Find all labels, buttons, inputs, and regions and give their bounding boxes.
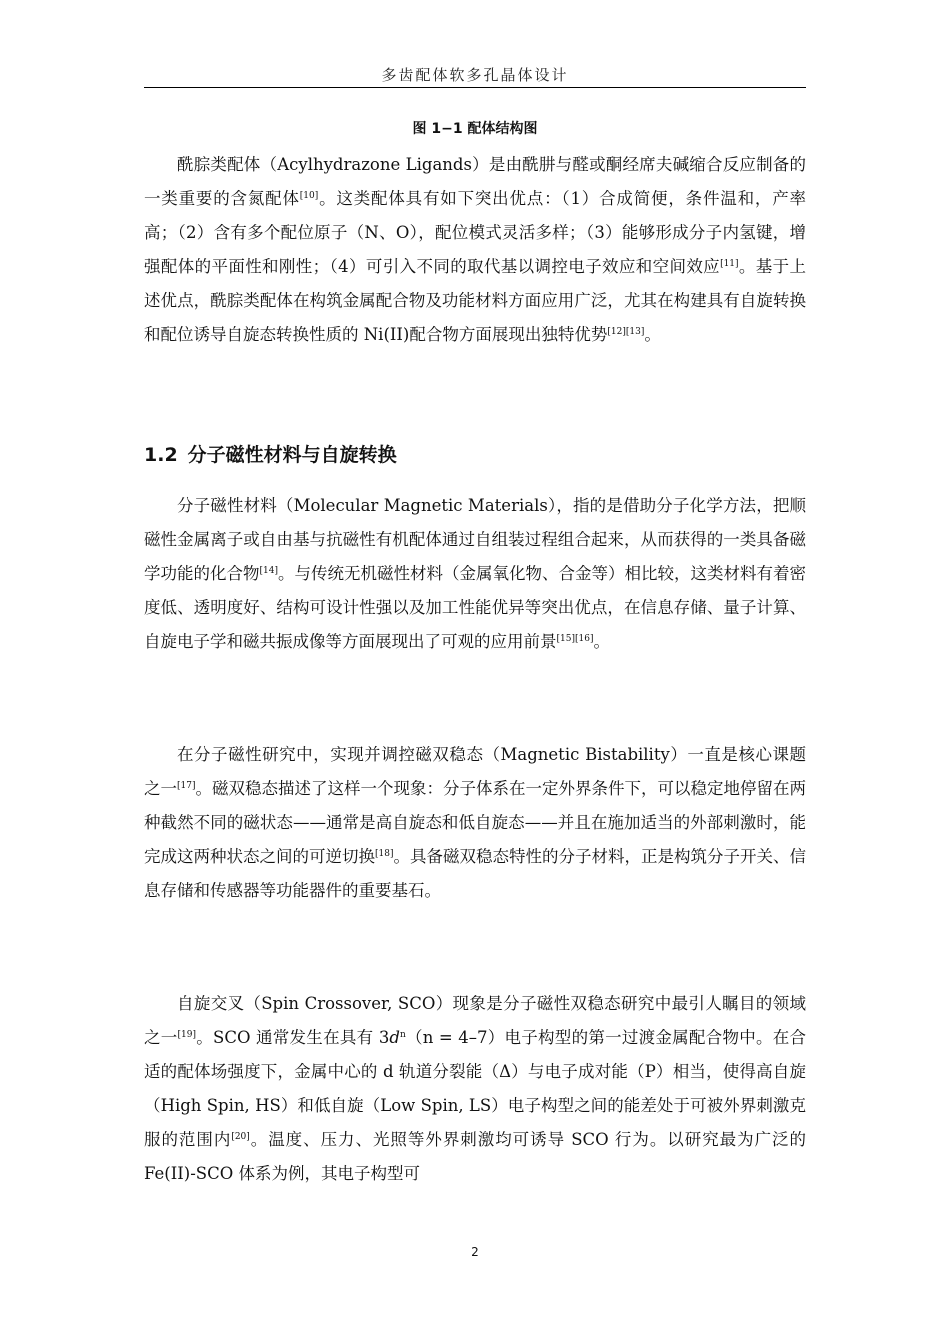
citation: [12][13] bbox=[607, 327, 645, 337]
text-run: 。温度、压力、光照等外界刺激均可诱导 SCO 行为。以研究最为广泛的 Fe(II)-SCO 体系为例，其电子构型可 bbox=[144, 1130, 807, 1183]
text-run: 。具备磁双稳态特性的分子材料，正是构筑分子开关、信息存储和传感器等功能器件的重要基石。 bbox=[144, 847, 807, 900]
paragraph-spin-crossover bbox=[144, 987, 806, 1191]
section-heading bbox=[144, 440, 806, 467]
section-number: 1.2 bbox=[144, 444, 178, 466]
citation: [18] bbox=[375, 849, 394, 859]
text-run: （n = 4–7）电子构型的第一过渡金属配合物中。在合适的配体场强度下，金属中心的 d 轨道分裂能（Δ）与电子成对能（P）相当，使得高自旋（High Spin, HS）和低自旋（Low Spin, LS）电子构型之间的能差处于可被外界刺激克服的范围内 bbox=[144, 1028, 807, 1149]
paragraph-acylhydrazone-ligands bbox=[144, 148, 806, 352]
header-rule bbox=[144, 87, 806, 88]
citation: [11] bbox=[720, 259, 739, 269]
text-run: 。 bbox=[593, 632, 610, 651]
text-run: 。基于上述优点，酰腙类配体在构筑金属配合物及功能材料方面应用广泛，尤其在构建具有自旋转换和配位诱导自旋态转换性质的 Ni(II)配合物方面展现出独特优势 bbox=[144, 257, 807, 344]
citation: [20] bbox=[231, 1132, 250, 1142]
section-title: 分子磁性材料与自旋转换 bbox=[187, 444, 397, 466]
citation: [10] bbox=[299, 191, 319, 201]
paragraph-magnetic-bistability bbox=[144, 738, 806, 908]
running-header: 多齿配体软多孔晶体设计 bbox=[381, 66, 569, 84]
text-run: 分子磁性材料（Molecular Magnetic Materials），指的是借助分子化学方法，把顺磁性金属离子或自由基与抗磁性有机配体通过自组装过程组合起来，从而获得的一类具备磁学功能的化合物 bbox=[144, 496, 806, 583]
text-run: 。磁双稳态描述了这样一个现象：分子体系在一定外界条件下，可以稳定地停留在两种截然不同的磁状态——通常是高自旋态和低自旋态——并且在施加适当的外部刺激时，能完成这两种状态之间的可逆切换 bbox=[144, 779, 807, 866]
citation: [15][16] bbox=[556, 634, 594, 644]
paragraph-molecular-magnetic-materials bbox=[144, 489, 806, 659]
text-run: 。与传统无机磁性材料（金属氧化物、合金等）相比较，这类材料有着密度低、透明度好、结构可设计性强以及加工性能优异等突出优点，在信息存储、量子计算、自旋电子学和磁共振成像等方面展现出了可观的应用前景 bbox=[144, 564, 807, 651]
citation: [19] bbox=[177, 1030, 197, 1040]
text-run: 酰腙类配体（Acylhydrazone Ligands）是由酰肼与醛或酮经席夫碱缩合反应制备的一类重要的含氮配体 bbox=[144, 155, 806, 208]
citation: [17] bbox=[177, 781, 196, 791]
page-number: 2 bbox=[471, 1245, 479, 1259]
citation: [14] bbox=[259, 566, 278, 576]
text-run: 自旋交叉（Spin Crossover, SCO）现象是分子磁性双稳态研究中最引人瞩目的领域之一 bbox=[144, 994, 806, 1047]
superscript-n: n bbox=[399, 1030, 406, 1040]
text-run: 。 bbox=[644, 325, 661, 344]
document-page bbox=[144, 0, 806, 1344]
figure-caption: 图 1−1 配体结构图 bbox=[412, 121, 538, 137]
text-run: 。这类配体具有如下突出优点：（1）合成简便，条件温和，产率高；（2）含有多个配位原子（N、O），配位模式灵活多样；（3）能够形成分子内氢键，增强配体的平面性和刚性；（4）可引入不同的取代基以调控电子效应和空间效应 bbox=[144, 189, 807, 276]
italic-d: d bbox=[389, 1028, 400, 1047]
text-run: 在分子磁性研究中，实现并调控磁双稳态（Magnetic Bistability）一直是核心课题之一 bbox=[144, 745, 806, 798]
text-run: 。SCO 通常发生在具有 3 bbox=[196, 1028, 390, 1047]
